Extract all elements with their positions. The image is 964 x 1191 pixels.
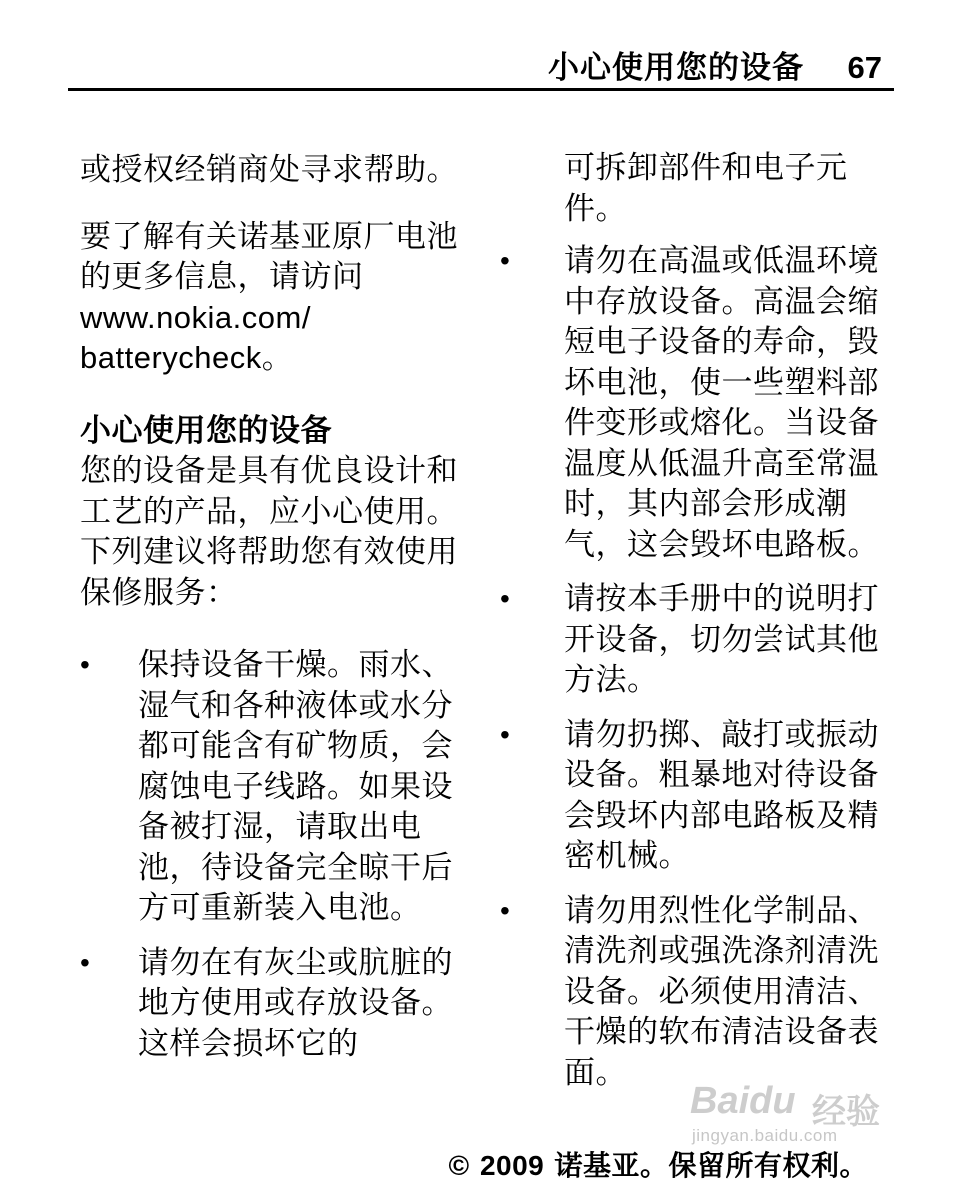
- battery-url-line2: batterycheck: [80, 340, 262, 375]
- care-bullet-list-left: [80, 645, 465, 1064]
- bullet-text: 请勿用烈性化学制品、清洗剂或强洗涤剂清洗设备。必须使用清洁、干燥的软布清洁设备表面。: [564, 892, 879, 1091]
- header-title: 小心使用您的设备: [548, 50, 804, 86]
- copyright-footer: [449, 1148, 868, 1184]
- bullet-icon: •: [80, 946, 90, 978]
- left-column: [80, 150, 465, 1078]
- watermark-url: jingyan.baidu.com: [692, 1126, 838, 1145]
- list-item: [500, 579, 892, 701]
- bullet-text: 保持设备干燥。雨水、湿气和各种液体或水分都可能含有矿物质，会腐蚀电子线路。如果设备被打湿，请取出电池，待设备完全晾干后方可重新装入电池。: [138, 647, 453, 926]
- watermark-label: 经验: [812, 1092, 880, 1132]
- bullet-icon: •: [500, 718, 510, 750]
- bullet-icon: •: [500, 245, 510, 276]
- battery-url-line1: www.nokia.com/: [80, 299, 311, 335]
- right-column: [500, 148, 892, 1107]
- bullet-text: 请勿在有灰尘或肮脏的地方使用或存放设备。这样会损坏它的: [138, 944, 453, 1062]
- battery-info-end: 。: [261, 340, 294, 376]
- section-heading: 小心使用您的设备: [80, 412, 332, 449]
- section-intro: 您的设备是具有优良设计和工艺的产品，应小心使用。下列建议将帮助您有效使用保修服务：: [80, 453, 458, 611]
- bullet-icon: •: [500, 583, 510, 614]
- continuation-text: 可拆卸部件和电子元件。: [564, 150, 848, 227]
- list-item: [500, 241, 892, 565]
- page-header: [68, 42, 894, 91]
- battery-info-text: 要了解有关诺基亚原厂电池的更多信息，请访问: [80, 218, 458, 295]
- list-item: [80, 645, 465, 929]
- copyright-year: 2009: [479, 1150, 545, 1181]
- bullet-text: 请勿扔掷、敲打或振动设备。粗暴地对待设备会毁坏内部电路板及精密机械。: [564, 716, 879, 874]
- bullet-icon: •: [80, 649, 90, 680]
- list-item: [80, 943, 465, 1065]
- bullet-icon: •: [500, 894, 510, 926]
- copyright-symbol: ©: [448, 1150, 470, 1181]
- paragraph-battery-info: [80, 217, 465, 379]
- bullet-text: 请勿在高温或低温环境中存放设备。高温会缩短电子设备的寿命，毁坏电池，使一些塑料部件变形或熔化。当设备温度从低温升高至常温时，其内部会形成潮气，这会毁坏电路板。: [564, 243, 879, 563]
- copyright-text: 诺基亚。保留所有权利。: [554, 1149, 868, 1182]
- list-item: [500, 891, 892, 1094]
- paragraph-dealer-help: 或授权经销商处寻求帮助。: [80, 152, 458, 188]
- page-number: 67: [847, 50, 882, 85]
- baidu-logo-icon: Baidu: [690, 1080, 796, 1122]
- list-item: [500, 715, 892, 877]
- bullet-text: 请按本手册中的说明打开设备，切勿尝试其他方法。: [564, 581, 879, 698]
- care-bullet-list-right: [500, 241, 892, 1093]
